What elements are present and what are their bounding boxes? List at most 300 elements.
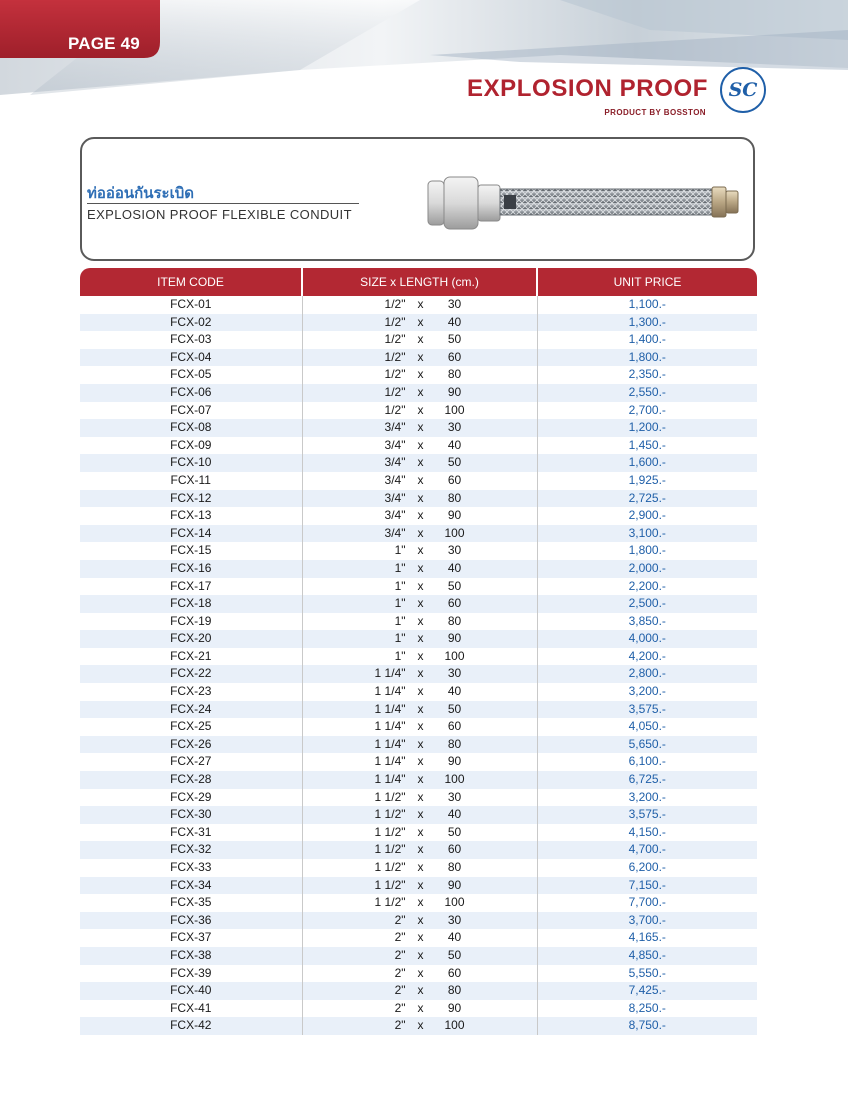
item-code: FCX-11 (170, 472, 211, 487)
unit-price: 3,575.- (537, 701, 757, 719)
times-sign: x (417, 402, 424, 417)
table-row (80, 1017, 757, 1035)
times-sign: x (417, 1018, 424, 1033)
table-row (80, 437, 757, 455)
length-value: 50 (447, 455, 462, 470)
table-row (80, 753, 757, 771)
size-value: 1/2" (384, 402, 406, 417)
size-value: 1 1/4" (374, 701, 406, 716)
length-value: 30 (447, 543, 462, 558)
size-length-cell (302, 560, 537, 578)
size-length-cell (302, 578, 537, 596)
size-length-cell (302, 665, 537, 683)
table-row (80, 507, 757, 525)
size-length-cell (302, 789, 537, 807)
times-sign: x (417, 455, 424, 470)
length-value: 60 (447, 965, 462, 980)
size-value: 3/4" (384, 437, 406, 452)
unit-price: 1,925.- (537, 472, 757, 490)
table-row (80, 366, 757, 384)
size-value: 1" (394, 578, 406, 593)
item-code: FCX-28 (80, 771, 302, 789)
table-row (80, 525, 757, 543)
size-length-cell (302, 753, 537, 771)
size-length-cell (302, 929, 537, 947)
size-value: 1" (394, 543, 406, 558)
table-row (80, 789, 757, 807)
item-code: FCX-22 (80, 665, 302, 683)
size-value: 1 1/4" (374, 684, 406, 699)
item-code: FCX-18 (80, 595, 302, 613)
item-code: FCX-39 (170, 965, 212, 980)
item-code: FCX-36 (80, 912, 302, 930)
length-value: 100 (444, 402, 465, 417)
unit-price: 1,200.- (537, 419, 757, 437)
size-length-cell (302, 402, 537, 420)
table-row (80, 683, 757, 701)
size-value: 1 1/4" (374, 772, 406, 787)
times-sign: x (417, 895, 424, 910)
times-sign: x (417, 367, 424, 382)
times-sign: x (417, 631, 424, 646)
size-value: 2" (394, 1018, 406, 1033)
times-sign: x (417, 912, 424, 927)
times-sign: x (417, 596, 424, 611)
item-code: FCX-10 (80, 454, 302, 472)
item-code: FCX-23 (170, 684, 212, 699)
table-row (80, 718, 757, 736)
size-length-cell (302, 982, 537, 1000)
item-code: FCX-24 (80, 701, 302, 719)
times-sign: x (417, 525, 424, 540)
size-length-cell (302, 894, 537, 912)
table-row (80, 542, 757, 560)
size-length-cell (302, 472, 537, 490)
unit-price: 6,100.- (537, 753, 757, 771)
size-length-cell (302, 771, 537, 789)
length-value: 90 (447, 384, 462, 399)
times-sign: x (417, 947, 424, 962)
size-length-cell (302, 877, 537, 895)
table-row (80, 472, 757, 490)
size-value: 1 1/4" (374, 666, 406, 681)
length-value: 60 (447, 472, 462, 487)
table-row (80, 296, 757, 314)
size-value: 3/4" (384, 455, 406, 470)
times-sign: x (417, 490, 424, 505)
length-value: 40 (447, 437, 462, 452)
size-value: 1 1/2" (374, 860, 406, 874)
item-code: FCX-02 (80, 314, 302, 332)
brand-subtitle: PRODUCT BY BOSSTON (604, 108, 706, 117)
length-value: 30 (447, 789, 462, 804)
times-sign: x (417, 1000, 424, 1015)
size-length-cell (302, 701, 537, 719)
item-code: FCX-34 (80, 877, 302, 895)
size-length-cell (302, 525, 537, 543)
times-sign: x (417, 666, 424, 681)
length-value: 100 (444, 1018, 465, 1033)
item-code: FCX-27 (170, 754, 212, 769)
unit-price: 3,575.- (537, 806, 757, 824)
flexible-conduit-image (420, 173, 745, 231)
item-code: FCX-16 (80, 560, 302, 578)
length-value: 30 (447, 297, 462, 311)
size-length-cell (302, 454, 537, 472)
table-row (80, 384, 757, 402)
unit-price: 6,200.- (537, 859, 757, 877)
table-row (80, 877, 757, 895)
size-value: 1" (394, 560, 406, 575)
unit-price: 1,800.- (537, 542, 757, 560)
item-code: FCX-19 (170, 613, 212, 628)
unit-price: 1,300.- (537, 314, 757, 332)
size-value: 1 1/2" (374, 807, 406, 822)
times-sign: x (417, 807, 424, 822)
table-row (80, 982, 757, 1000)
times-sign: x (417, 420, 424, 435)
table-row (80, 736, 757, 754)
item-code: FCX-41 (170, 1000, 212, 1015)
times-sign: x (417, 736, 424, 751)
length-value: 30 (447, 420, 462, 435)
size-length-cell (302, 314, 537, 332)
size-length-cell (302, 965, 537, 983)
size-value: 1" (394, 631, 406, 646)
item-code: FCX-13 (170, 508, 212, 523)
item-code: FCX-14 (80, 525, 302, 543)
size-length-cell (302, 542, 537, 560)
length-value: 40 (447, 314, 462, 329)
unit-price: 4,000.- (537, 630, 757, 648)
unit-price: 4,050.- (537, 718, 757, 736)
table-row (80, 613, 757, 631)
price-table-body (80, 296, 757, 1035)
size-value: 2" (394, 983, 406, 998)
unit-price: 2,700.- (537, 402, 757, 420)
unit-price: 6,725.- (537, 771, 757, 789)
unit-price: 7,700.- (537, 894, 757, 912)
size-length-cell (302, 437, 537, 455)
size-length-cell (302, 349, 537, 367)
length-value: 50 (447, 578, 462, 593)
unit-price: 5,550.- (537, 965, 757, 983)
size-length-cell (302, 824, 537, 842)
size-value: 2" (394, 1000, 406, 1015)
length-value: 90 (447, 631, 462, 646)
size-value: 1/2" (384, 314, 406, 329)
times-sign: x (417, 877, 424, 892)
times-sign: x (417, 560, 424, 575)
times-sign: x (417, 332, 424, 347)
table-row (80, 630, 757, 648)
unit-price: 1,450.- (537, 437, 757, 455)
size-value: 3/4" (384, 472, 406, 487)
unit-price: 3,100.- (537, 525, 757, 543)
length-value: 80 (447, 490, 462, 505)
item-code: FCX-01 (170, 297, 212, 311)
size-length-cell (302, 366, 537, 384)
size-value: 1 1/2" (374, 877, 406, 892)
length-value: 50 (447, 332, 462, 347)
table-row (80, 912, 757, 930)
table-row (80, 965, 757, 983)
table-row (80, 349, 757, 367)
times-sign: x (417, 789, 424, 804)
item-code: FCX-33 (170, 860, 212, 874)
table-row (80, 419, 757, 437)
unit-price: 1,800.- (537, 349, 757, 367)
unit-price: 4,150.- (537, 824, 757, 842)
length-value: 50 (447, 824, 462, 839)
unit-price: 2,900.- (537, 507, 757, 525)
times-sign: x (417, 684, 424, 699)
length-value: 100 (444, 772, 465, 787)
length-value: 80 (447, 367, 462, 382)
item-code: FCX-06 (80, 384, 302, 402)
size-length-cell (302, 736, 537, 754)
item-code: FCX-38 (80, 947, 302, 965)
product-title-english: EXPLOSION PROOF FLEXIBLE CONDUIT (87, 207, 352, 222)
length-value: 40 (447, 684, 462, 699)
table-row (80, 331, 757, 349)
unit-price: 1,400.- (537, 331, 757, 349)
times-sign: x (417, 543, 424, 558)
length-value: 100 (444, 648, 465, 663)
table-row (80, 929, 757, 947)
size-length-cell (302, 595, 537, 613)
size-value: 1 1/2" (374, 824, 406, 839)
length-value: 90 (447, 877, 462, 892)
times-sign: x (417, 860, 424, 874)
table-row (80, 947, 757, 965)
times-sign: x (417, 349, 424, 364)
length-value: 80 (447, 736, 462, 751)
times-sign: x (417, 965, 424, 980)
length-value: 40 (447, 930, 462, 945)
times-sign: x (417, 701, 424, 716)
size-length-cell (302, 296, 537, 314)
item-code: FCX-15 (170, 543, 212, 558)
item-code: FCX-21 (170, 648, 212, 663)
table-row (80, 771, 757, 789)
unit-price: 2,550.- (537, 384, 757, 402)
size-value: 2" (394, 947, 406, 962)
item-code: FCX-31 (170, 824, 212, 839)
size-length-cell (302, 507, 537, 525)
size-length-cell (302, 912, 537, 930)
size-length-cell (302, 841, 537, 859)
length-value: 60 (447, 842, 462, 857)
size-value: 3/4" (384, 525, 406, 540)
size-value: 1 1/2" (374, 789, 406, 804)
item-code: FCX-25 (170, 719, 212, 734)
times-sign: x (417, 719, 424, 734)
size-length-cell (302, 1017, 537, 1035)
unit-price: 4,850.- (537, 947, 757, 965)
item-code: FCX-35 (170, 895, 212, 910)
unit-price: 8,250.- (537, 1000, 757, 1018)
unit-price: 3,200.- (537, 683, 757, 701)
unit-price: 5,650.- (537, 736, 757, 754)
size-length-cell (302, 1000, 537, 1018)
item-code: FCX-03 (170, 332, 212, 347)
unit-price: 8,750.- (537, 1017, 757, 1035)
unit-price: 3,700.- (537, 912, 757, 930)
table-row (80, 402, 757, 420)
length-value: 30 (447, 666, 462, 681)
length-value: 90 (447, 508, 462, 523)
times-sign: x (417, 437, 424, 452)
item-code: FCX-42 (80, 1017, 302, 1035)
length-value: 50 (447, 947, 462, 962)
length-value: 60 (447, 596, 462, 611)
size-value: 1" (394, 596, 406, 611)
length-value: 60 (447, 349, 462, 364)
table-row (80, 665, 757, 683)
size-value: 1 1/4" (374, 719, 406, 734)
item-code: FCX-12 (80, 490, 302, 508)
length-value: 40 (447, 560, 462, 575)
brand-title: EXPLOSION PROOF (466, 75, 708, 102)
unit-price: 2,800.- (537, 665, 757, 683)
price-table (80, 268, 757, 1035)
unit-price: 7,425.- (537, 982, 757, 1000)
unit-price: 4,200.- (537, 648, 757, 666)
times-sign: x (417, 578, 424, 593)
times-sign: x (417, 824, 424, 839)
size-value: 2" (394, 912, 406, 927)
size-length-cell (302, 718, 537, 736)
size-length-cell (302, 331, 537, 349)
table-row (80, 578, 757, 596)
length-value: 40 (447, 807, 462, 822)
size-value: 1 1/4" (374, 736, 406, 751)
unit-price: 1,100.- (537, 296, 757, 314)
size-value: 2" (394, 965, 406, 980)
table-row (80, 824, 757, 842)
header-size-length: SIZE x LENGTH (cm.) (302, 268, 537, 296)
table-row (80, 560, 757, 578)
size-value: 1/2" (384, 367, 406, 382)
times-sign: x (417, 297, 424, 311)
unit-price: 2,725.- (537, 490, 757, 508)
size-length-cell (302, 683, 537, 701)
item-code: FCX-29 (170, 789, 212, 804)
size-value: 1" (394, 613, 406, 628)
size-value: 1/2" (384, 349, 406, 364)
size-length-cell (302, 490, 537, 508)
item-code: FCX-40 (80, 982, 302, 1000)
sc-logo: SC (720, 67, 766, 113)
times-sign: x (417, 983, 424, 998)
item-code: FCX-20 (80, 630, 302, 648)
product-title-thai: ท่ออ่อนกันระเบิด (87, 185, 195, 202)
unit-price: 2,350.- (537, 366, 757, 384)
length-value: 60 (447, 719, 462, 734)
item-code: FCX-07 (170, 402, 212, 417)
length-value: 90 (447, 1000, 462, 1015)
size-value: 3/4" (384, 420, 406, 435)
length-value: 80 (447, 983, 462, 998)
length-value: 80 (447, 613, 462, 628)
unit-price: 2,500.- (537, 595, 757, 613)
times-sign: x (417, 508, 424, 523)
table-row (80, 806, 757, 824)
size-length-cell (302, 859, 537, 877)
table-row (80, 841, 757, 859)
length-value: 80 (447, 860, 462, 874)
size-value: 1 1/2" (374, 895, 406, 910)
size-length-cell (302, 947, 537, 965)
size-length-cell (302, 613, 537, 631)
size-value: 1/2" (384, 384, 406, 399)
length-value: 100 (444, 525, 465, 540)
size-value: 1/2" (384, 332, 406, 347)
times-sign: x (417, 613, 424, 628)
size-value: 1/2" (384, 297, 406, 311)
size-length-cell (302, 630, 537, 648)
table-row (80, 314, 757, 332)
item-code: FCX-30 (80, 806, 302, 824)
length-value: 90 (447, 754, 462, 769)
times-sign: x (417, 648, 424, 663)
size-value: 1 1/2" (374, 842, 406, 857)
unit-price: 3,850.- (537, 613, 757, 631)
table-row (80, 454, 757, 472)
size-value: 1 1/4" (374, 754, 406, 769)
table-row (80, 595, 757, 613)
item-code: FCX-05 (170, 367, 212, 382)
unit-price: 3,200.- (537, 789, 757, 807)
header-item-code: ITEM CODE (80, 268, 302, 296)
unit-price: 4,700.- (537, 841, 757, 859)
page-label: PAGE 49 (68, 34, 140, 53)
table-row (80, 894, 757, 912)
header-unit-price: UNIT PRICE (537, 268, 757, 296)
size-length-cell (302, 648, 537, 666)
length-value: 30 (447, 912, 462, 927)
table-row (80, 701, 757, 719)
times-sign: x (417, 472, 424, 487)
size-length-cell (302, 419, 537, 437)
item-code: FCX-08 (80, 419, 302, 437)
item-code: FCX-09 (170, 437, 212, 452)
title-divider (87, 203, 359, 204)
table-row (80, 648, 757, 666)
length-value: 100 (444, 895, 465, 910)
table-row (80, 859, 757, 877)
size-length-cell (302, 384, 537, 402)
table-row (80, 490, 757, 508)
unit-price: 2,000.- (537, 560, 757, 578)
times-sign: x (417, 772, 424, 787)
unit-price: 7,150.- (537, 877, 757, 895)
size-length-cell (302, 806, 537, 824)
size-value: 3/4" (384, 508, 406, 523)
item-code: FCX-37 (170, 930, 212, 945)
times-sign: x (417, 754, 424, 769)
times-sign: x (417, 842, 424, 857)
size-value: 2" (394, 930, 406, 945)
times-sign: x (417, 314, 424, 329)
times-sign: x (417, 930, 424, 945)
times-sign: x (417, 384, 424, 399)
item-code: FCX-26 (80, 736, 302, 754)
item-code: FCX-32 (80, 841, 302, 859)
length-value: 50 (447, 701, 462, 716)
unit-price: 2,200.- (537, 578, 757, 596)
